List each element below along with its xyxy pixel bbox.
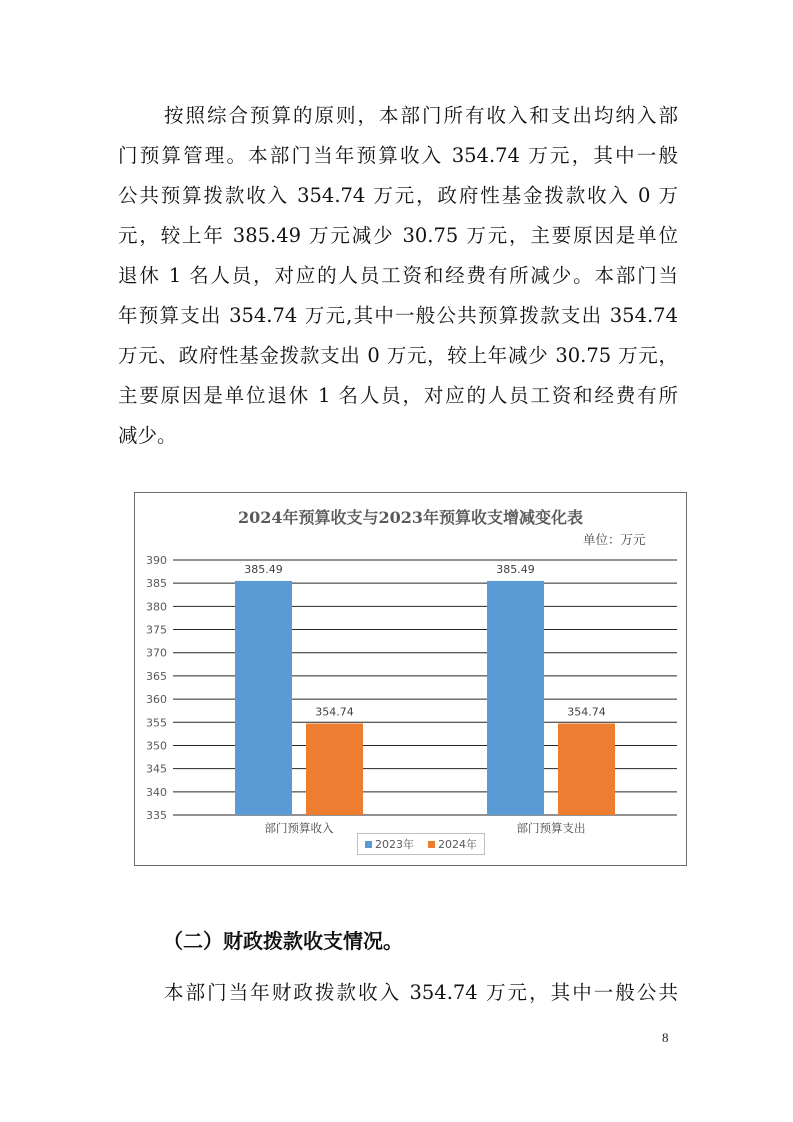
legend-swatch-2023 [365, 841, 372, 848]
paragraph-line: 主要原因是单位退休 1 名人员，对应的人员工资和经费有所 [118, 384, 678, 407]
y-tick-label: 345 [146, 762, 167, 776]
y-tick-label: 350 [146, 739, 167, 753]
paragraph-line: 减少。 [118, 424, 177, 447]
paragraph-line: 万元、政府性基金拨款支出 0 万元，较上年减少 30.75 万元， [118, 344, 678, 367]
chart-legend [357, 833, 485, 855]
legend-item-2024 [428, 836, 477, 852]
y-tick-label: 390 [146, 554, 167, 567]
y-tick-label: 365 [146, 669, 167, 683]
bar [487, 581, 544, 815]
paragraph-line: 公共预算拨款收入 354.74 万元，政府性基金拨款收入 0 万 [118, 184, 678, 207]
bar [558, 723, 615, 815]
y-tick-label: 375 [146, 623, 167, 637]
chart-title: 2024年预算收支与2023年预算收支增减变化表 [237, 508, 584, 527]
paragraph-line: 本部门当年财政拨款收入 354.74 万元，其中一般公共 [164, 981, 678, 1004]
page-number: 8 [662, 1030, 669, 1045]
y-tick-label: 370 [146, 646, 167, 660]
chart-plot [135, 493, 686, 865]
legend-swatch-2024 [428, 841, 435, 848]
data-label: 385.49 [244, 562, 283, 576]
y-tick-label: 360 [146, 693, 167, 707]
data-label: 354.74 [567, 705, 606, 719]
appropriation-paragraph [118, 973, 678, 1013]
data-label: 385.49 [496, 562, 535, 576]
bar [235, 581, 292, 815]
paragraph-line: 门预算管理。本部门当年预算收入 354.74 万元，其中一般 [118, 144, 678, 167]
budget-change-chart [134, 492, 687, 866]
legend-item-2023 [365, 836, 414, 852]
paragraph-line: 退休 1 名人员，对应的人员工资和经费有所减少。本部门当 [118, 264, 678, 287]
chart-unit-label: 单位：万元 [583, 532, 646, 547]
y-tick-label: 385 [146, 577, 167, 591]
bar [306, 723, 363, 815]
x-category-label: 部门预算收入 [264, 821, 334, 835]
budget-paragraph [118, 96, 678, 456]
paragraph-line: 年预算支出 354.74 万元,其中一般公共预算拨款支出 354.74 [118, 304, 678, 327]
section-heading: （二）财政拨款收支情况。 [163, 929, 403, 953]
data-label: 354.74 [315, 705, 354, 719]
paragraph-line: 按照综合预算的原则，本部门所有收入和支出均纳入部 [164, 104, 678, 127]
paragraph-line: 元，较上年 385.49 万元减少 30.75 万元，主要原因是单位 [118, 224, 678, 247]
y-tick-label: 340 [146, 785, 167, 799]
y-tick-label: 380 [146, 600, 167, 614]
legend-label-2024: 2024年 [438, 838, 477, 851]
y-tick-label: 335 [146, 809, 167, 822]
y-tick-label: 355 [146, 716, 167, 730]
legend-label-2023: 2023年 [375, 838, 414, 851]
x-category-label: 部门预算支出 [516, 821, 586, 835]
